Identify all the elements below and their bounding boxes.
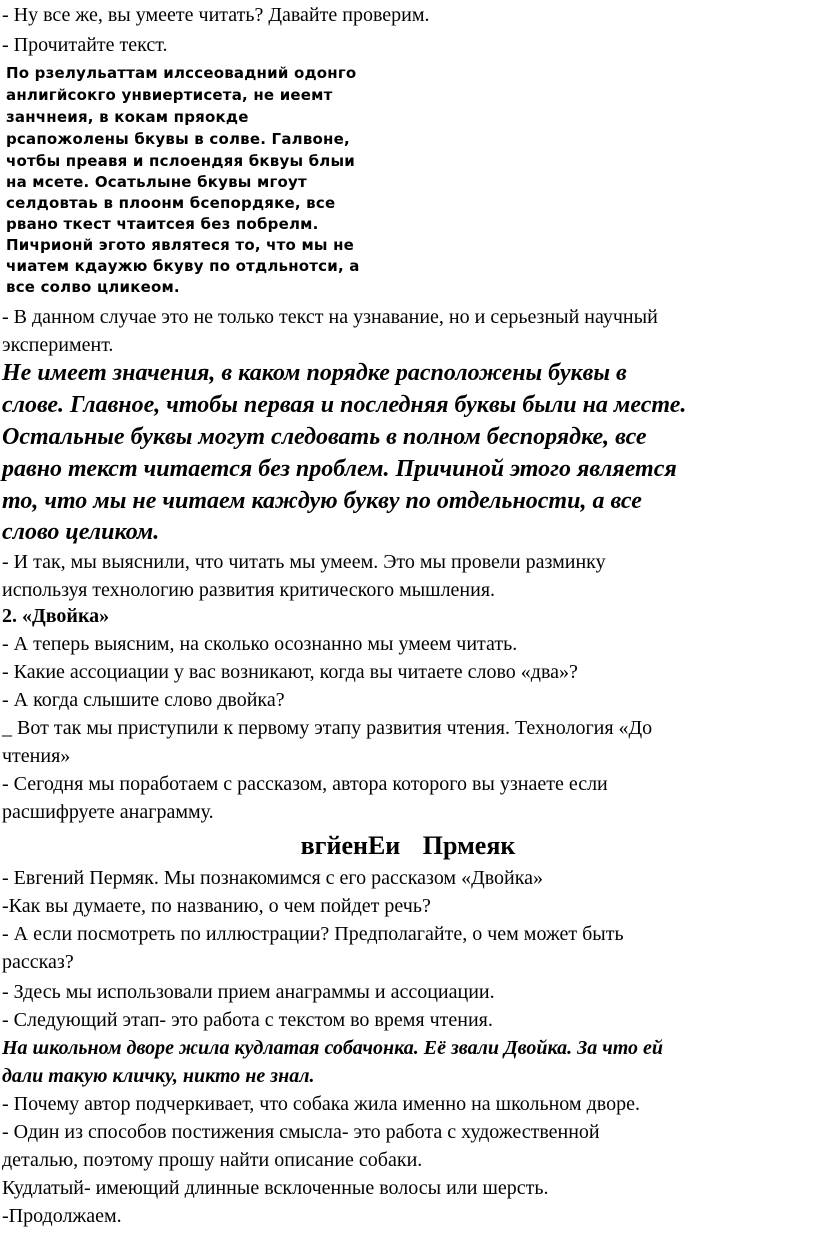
question-line-4: _ Вот так мы приступили к первому этапу развития чтения. Технология «До [2, 717, 653, 739]
closing-line-5: -Продолжаем. [2, 1205, 122, 1227]
discussion-line-1: - Евгений Пермяк. Мы познакомимся с его рассказом «Двойка» [2, 867, 544, 889]
intro-line-1: - Ну все же, вы умеете читать? Давайте проверим. [2, 4, 430, 26]
story-excerpt-line-2: дали такую кличку, никто не знал. [2, 1065, 315, 1087]
discussion-line-5: - Здесь мы использовали прием анаграммы и ассоциации. [2, 981, 495, 1003]
closing-line-2: - Один из способов постижения смысла- это работа с художественной [2, 1121, 600, 1143]
section-heading: 2. «Двойка» [2, 605, 110, 627]
decoded-line-3: Остальные буквы могут следовать в полном беспорядке, все [2, 424, 647, 450]
warmup-line-1: - И так, мы выяснили, что читать мы умеем. Это мы провели разминку [2, 551, 606, 573]
scrambled-line-8: рвано ткест чтаитсея без побрелм. [6, 215, 319, 233]
discussion-line-2: -Как вы думаете, по названию, о чем пойдет речь? [2, 895, 431, 917]
question-line-7: расшифруете анаграмму. [2, 801, 214, 823]
question-line-5: чтения» [2, 745, 71, 767]
experiment-line-1: - В данном случае это не только текст на узнавание, но и серьезный научный [2, 306, 658, 328]
closing-line-3: деталью, поэтому прошу найти описание собаки. [2, 1149, 423, 1171]
scrambled-line-3: занчнеия, в кокам пряокде [6, 108, 249, 126]
decoded-line-2: слове. Главное, чтобы первая и последняя буквы были на месте. [2, 392, 687, 418]
anagram-title: вгйенЕи Прмеяк [300, 831, 516, 860]
scrambled-line-2: анлигйсокго унвиертисета, не иеемт [6, 86, 333, 104]
scrambled-line-7: селдовтаь в плоонм бсепордяке, все [6, 194, 336, 212]
decoded-line-6: слово целиком. [2, 519, 160, 545]
scrambled-line-10: чиатем кдаужю бкуву по отдльнотси, а [6, 257, 360, 275]
discussion-line-6: - Следующий этап- это работа с текстом во время чтения. [2, 1009, 493, 1031]
scrambled-line-9: Пичрионй эгото являтеся то, что мы не [6, 236, 355, 254]
closing-line-1: - Почему автор подчеркивает, что собака жила именно на школьном дворе. [2, 1093, 640, 1115]
question-line-1: - А теперь выясним, на сколько осознанно мы умеем читать. [2, 633, 518, 655]
intro-line-2: - Прочитайте текст. [2, 34, 168, 56]
story-excerpt-line-1: На школьном дворе жила кудлатая собачонка. Её звали Двойка. За что ей [2, 1037, 664, 1059]
scrambled-line-6: на мсете. Осатьлыне бкувы мгоут [6, 173, 307, 191]
decoded-line-1: Не имеет значения, в каком порядке расположены буквы в [2, 360, 627, 386]
discussion-line-4: рассказ? [2, 951, 74, 973]
decoded-line-4: равно текст читается без проблем. Причиной этого является [2, 456, 677, 482]
question-line-6: - Сегодня мы поработаем с рассказом, автора которого вы узнаете если [2, 773, 608, 795]
scrambled-line-11: все солво цликеом. [6, 278, 180, 296]
discussion-line-3: - А если посмотреть по иллюстрации? Предполагайте, о чем может быть [2, 923, 624, 945]
experiment-line-2: эксперимент. [2, 334, 114, 356]
scrambled-line-1: По рзелульаттам илссеовадний одонго [6, 64, 357, 82]
scrambled-line-4: рсапожолены бкувы в солве. Галвоне, [6, 130, 350, 148]
question-line-2: - Какие ассоциации у вас возникают, когда вы читаете слово «два»? [2, 661, 578, 683]
scrambled-line-5: чотбы преавя и пслоендяя бквуы блыи [6, 152, 355, 170]
warmup-line-2: используя технологию развития критического мышления. [2, 579, 496, 601]
closing-line-4: Кудлатый- имеющий длинные всклоченные волосы или шерсть. [2, 1177, 549, 1199]
question-line-3: - А когда слышите слово двойка? [2, 689, 285, 711]
decoded-line-5: то, что мы не читаем каждую букву по отдельности, а все [2, 488, 642, 514]
